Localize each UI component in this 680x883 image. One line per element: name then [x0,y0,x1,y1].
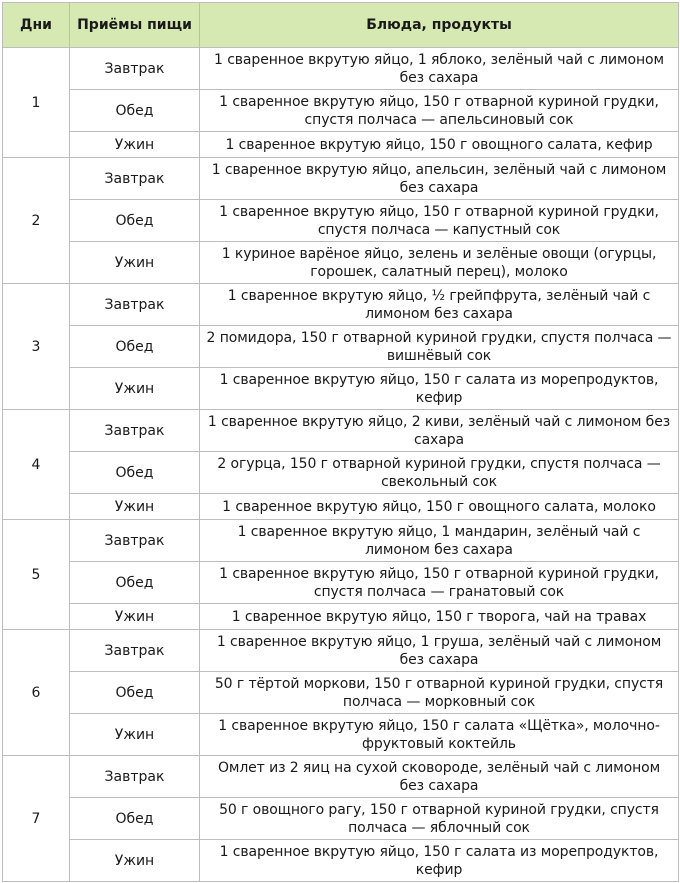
dish-cell: 1 сваренное вкрутую яйцо, 150 г творога, чай на травах [200,604,679,630]
table-row [3,840,679,882]
dish-cell: 1 сваренное вкрутую яйцо, 150 г отварной куриной грудки, спустя полчаса — гранатовый сок [200,562,679,604]
meal-cell: Ужин [70,604,200,630]
dish-cell: 1 сваренное вкрутую яйцо, 1 яблоко, зелёный чай с лимоном без сахара [200,48,679,90]
dish-cell: 1 сваренное вкрутую яйцо, 150 г салата «Щётка», молочно-фруктовый коктейль [200,714,679,756]
dish-cell: 1 сваренное вкрутую яйцо, апельсин, зелёный чай с лимоном без сахара [200,158,679,200]
header-meals: Приёмы пищи [70,3,200,48]
dish-cell: 1 куриное варёное яйцо, зелень и зелёные овощи (огурцы, горошек, салатный перец), молоко [200,242,679,284]
dish-cell: 1 сваренное вкрутую яйцо, 150 г салата из морепродуктов, кефир [200,368,679,410]
dish-cell: 1 сваренное вкрутую яйцо, 2 киви, зелёный чай с лимоном без сахара [200,410,679,452]
meal-cell: Ужин [70,132,200,158]
meal-cell: Завтрак [70,284,200,326]
dish-cell: 2 помидора, 150 г отварной куриной грудки, спустя полчаса — вишнёвый сок [200,326,679,368]
dish-cell: 50 г овощного рагу, 150 г отварной куриной грудки, спустя полчаса — яблочный сок [200,798,679,840]
meal-cell: Обед [70,200,200,242]
table-row [3,604,679,630]
dish-cell: 50 г тёртой моркови, 150 г отварной куриной грудки, спустя полчаса — морковный сок [200,672,679,714]
table-row [3,48,679,90]
meal-cell: Завтрак [70,756,200,798]
meal-cell: Ужин [70,242,200,284]
meal-cell: Ужин [70,368,200,410]
dish-cell: 1 сваренное вкрутую яйцо, 150 г салата из морепродуктов, кефир [200,840,679,882]
meal-cell: Обед [70,452,200,494]
header-row [3,3,679,48]
day-cell: 7 [3,756,70,882]
table-body [3,48,679,882]
table-row [3,672,679,714]
meal-cell: Завтрак [70,630,200,672]
day-cell: 6 [3,630,70,756]
day-cell: 5 [3,520,70,630]
day-cell: 3 [3,284,70,410]
meal-cell: Обед [70,562,200,604]
table-row [3,90,679,132]
table-row [3,158,679,200]
table-row [3,410,679,452]
dish-cell: 1 сваренное вкрутую яйцо, ½ грейпфрута, зелёный чай с лимоном без сахара [200,284,679,326]
table-row [3,132,679,158]
table-header [3,3,679,48]
meal-cell: Ужин [70,714,200,756]
dish-cell: 1 сваренное вкрутую яйцо, 150 г отварной куриной грудки, спустя полчаса — капустный сок [200,200,679,242]
meal-cell: Обед [70,672,200,714]
table-row [3,494,679,520]
meal-cell: Ужин [70,840,200,882]
table-row [3,326,679,368]
dish-cell: 1 сваренное вкрутую яйцо, 1 мандарин, зелёный чай с лимоном без сахара [200,520,679,562]
meal-cell: Обед [70,90,200,132]
meal-cell: Обед [70,798,200,840]
dish-cell: Омлет из 2 яиц на сухой сковороде, зелёный чай с лимоном без сахара [200,756,679,798]
day-cell: 4 [3,410,70,520]
dish-cell: 1 сваренное вкрутую яйцо, 150 г овощного салата, молоко [200,494,679,520]
table-row [3,200,679,242]
diet-table [2,2,679,882]
dish-cell: 1 сваренное вкрутую яйцо, 1 груша, зелёный чай с лимоном без сахара [200,630,679,672]
table-row [3,630,679,672]
table-row [3,756,679,798]
table-row [3,714,679,756]
header-days: Дни [3,3,70,48]
table-row [3,562,679,604]
table-row [3,368,679,410]
header-dishes: Блюда, продукты [200,3,679,48]
dish-cell: 1 сваренное вкрутую яйцо, 150 г овощного салата, кефир [200,132,679,158]
table-row [3,520,679,562]
day-cell: 1 [3,48,70,158]
table-row [3,798,679,840]
meal-cell: Ужин [70,494,200,520]
meal-cell: Завтрак [70,48,200,90]
table-row [3,452,679,494]
table-row [3,242,679,284]
meal-cell: Завтрак [70,410,200,452]
dish-cell: 1 сваренное вкрутую яйцо, 150 г отварной куриной грудки, спустя полчаса — апельсиновый сок [200,90,679,132]
table-row [3,284,679,326]
meal-cell: Завтрак [70,158,200,200]
dish-cell: 2 огурца, 150 г отварной куриной грудки, спустя полчаса — свекольный сок [200,452,679,494]
meal-cell: Завтрак [70,520,200,562]
meal-cell: Обед [70,326,200,368]
day-cell: 2 [3,158,70,284]
